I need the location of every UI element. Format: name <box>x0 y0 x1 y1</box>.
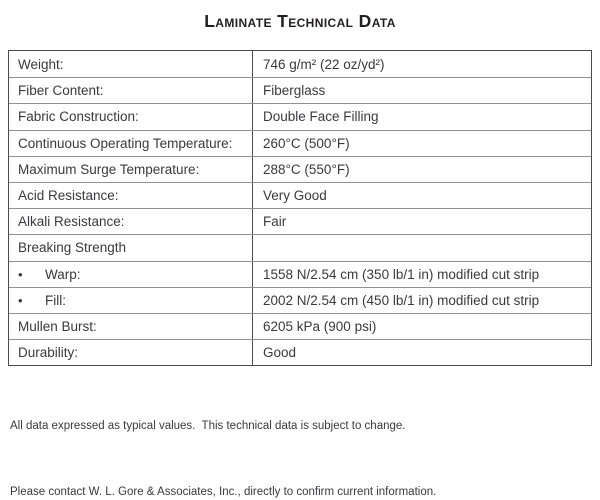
row-label: Durability: <box>9 340 253 365</box>
row-label: Breaking Strength <box>9 235 253 260</box>
row-value: Very Good <box>263 188 327 204</box>
row-label: Acid Resistance: <box>9 183 253 208</box>
table-row <box>9 208 591 234</box>
row-label <box>9 288 253 313</box>
table-row <box>9 130 591 156</box>
row-label: Fiber Content: <box>9 78 253 103</box>
row-label: Maximum Surge Temperature: <box>9 157 253 182</box>
table-row <box>9 261 591 287</box>
row-label: Continuous Operating Temperature: <box>9 131 253 156</box>
row-value: 288°C (550°F) <box>263 161 350 177</box>
row-value: Fiberglass <box>263 83 326 99</box>
row-label: Weight: <box>9 51 253 77</box>
row-value: 6205 kPa (900 psi) <box>263 318 377 334</box>
footnote-line-2: Please contact W. L. Gore & Associates, Inc., directly to confirm current information. <box>10 486 437 498</box>
row-label: Fabric Construction: <box>9 104 253 129</box>
table-row <box>9 156 591 182</box>
table-row <box>9 313 591 339</box>
row-value: 260°C (500°F) <box>263 135 350 151</box>
table-row <box>9 182 591 208</box>
table-row <box>9 51 591 77</box>
row-value: 1558 N/2.54 cm (350 lb/1 in) modified cut strip <box>263 266 540 282</box>
row-label: Alkali Resistance: <box>9 209 253 234</box>
footnotes <box>10 371 436 500</box>
table-row <box>9 287 591 313</box>
row-label-text: Fill: <box>45 292 66 308</box>
row-value: Double Face Filling <box>263 109 379 125</box>
row-label: Mullen Burst: <box>9 314 253 339</box>
row-value: 746 g/m² (22 oz/yd²) <box>263 56 385 72</box>
page-title: Laminate Technical Data <box>204 11 396 31</box>
footnote-line-1: All data expressed as typical values. This technical data is subject to change. <box>10 420 406 432</box>
table-row <box>9 234 591 260</box>
row-value <box>253 235 591 260</box>
bullet-icon: • <box>18 292 23 308</box>
bullet-icon: • <box>18 266 23 282</box>
row-label <box>9 262 253 287</box>
row-value: Fair <box>263 214 287 230</box>
table-row <box>9 103 591 129</box>
row-value: Good <box>263 345 297 361</box>
spec-table <box>8 50 592 366</box>
table-row <box>9 77 591 103</box>
row-value: 2002 N/2.54 cm (450 lb/1 in) modified cut strip <box>263 292 540 308</box>
table-row <box>9 339 591 365</box>
row-label-text: Warp: <box>45 266 81 282</box>
